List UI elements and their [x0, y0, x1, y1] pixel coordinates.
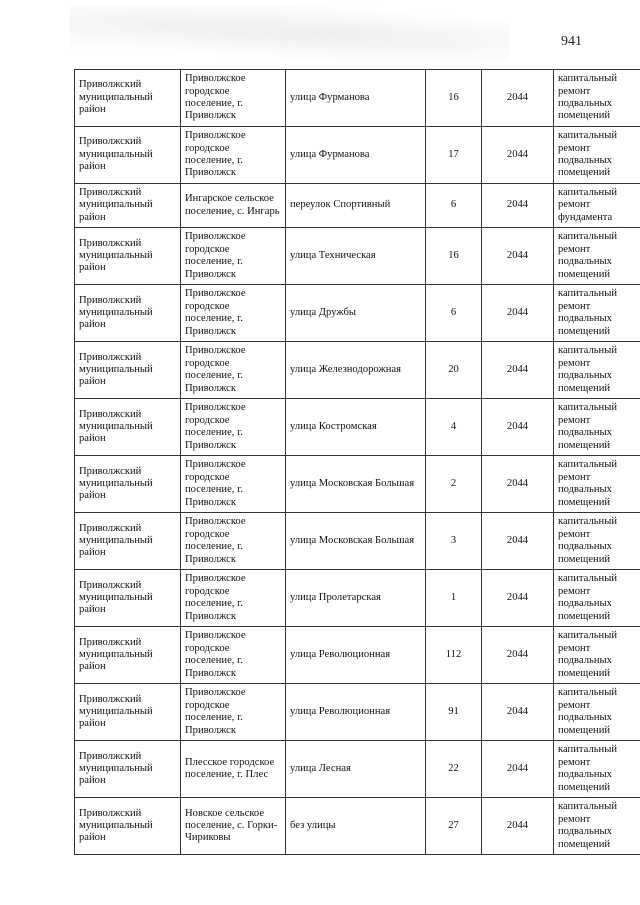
house-number-cell: 22 [426, 741, 482, 798]
settlement-cell: Приволжское городское поселение, г. Приволжск [181, 627, 286, 684]
settlement-cell: Приволжское городское поселение, г. Приволжск [181, 70, 286, 127]
table-row [75, 399, 640, 456]
year-cell: 2044 [482, 456, 554, 513]
street-cell: улица Фурманова [286, 70, 426, 127]
table-row [75, 228, 640, 285]
street-cell: улица Пролетарская [286, 570, 426, 627]
table-row [75, 285, 640, 342]
work-type-cell: капитальный ремонт подвальных помещений [554, 570, 640, 627]
street-cell: улица Техническая [286, 228, 426, 285]
street-cell: улица Железнодорожная [286, 342, 426, 399]
district-cell: Приволжский муниципальный район [75, 228, 181, 285]
table-row [75, 342, 640, 399]
year-cell: 2044 [482, 627, 554, 684]
street-cell: улица Костромская [286, 399, 426, 456]
table-row [75, 741, 640, 798]
settlement-cell: Приволжское городское поселение, г. Приволжск [181, 456, 286, 513]
settlement-cell: Ингарское сельское поселение, с. Ингарь [181, 184, 286, 228]
work-type-cell: капитальный ремонт фундамента [554, 184, 640, 228]
work-type-cell: капитальный ремонт подвальных помещений [554, 798, 640, 855]
house-number-cell: 3 [426, 513, 482, 570]
district-cell: Приволжский муниципальный район [75, 741, 181, 798]
table-body [75, 70, 640, 855]
district-cell: Приволжский муниципальный район [75, 127, 181, 184]
scan-noise [70, 6, 510, 62]
work-type-cell: капитальный ремонт подвальных помещений [554, 627, 640, 684]
year-cell: 2044 [482, 570, 554, 627]
street-cell: переулок Спортивный [286, 184, 426, 228]
year-cell: 2044 [482, 127, 554, 184]
house-number-cell: 6 [426, 285, 482, 342]
year-cell: 2044 [482, 70, 554, 127]
district-cell: Приволжский муниципальный район [75, 342, 181, 399]
year-cell: 2044 [482, 342, 554, 399]
house-number-cell: 112 [426, 627, 482, 684]
page-number: 941 [561, 34, 582, 49]
settlement-cell: Плесское городское поселение, г. Плес [181, 741, 286, 798]
table-row [75, 684, 640, 741]
settlement-cell: Приволжское городское поселение, г. Приволжск [181, 684, 286, 741]
house-number-cell: 2 [426, 456, 482, 513]
settlement-cell: Новское сельское поселение, с. Горки-Чириковы [181, 798, 286, 855]
street-cell: улица Московская Большая [286, 456, 426, 513]
year-cell: 2044 [482, 684, 554, 741]
settlement-cell: Приволжское городское поселение, г. Приволжск [181, 228, 286, 285]
work-type-cell: капитальный ремонт подвальных помещений [554, 285, 640, 342]
house-number-cell: 20 [426, 342, 482, 399]
district-cell: Приволжский муниципальный район [75, 627, 181, 684]
table-row [75, 798, 640, 855]
street-cell: улица Лесная [286, 741, 426, 798]
table-row [75, 127, 640, 184]
house-number-cell: 4 [426, 399, 482, 456]
house-number-cell: 17 [426, 127, 482, 184]
street-cell: улица Фурманова [286, 127, 426, 184]
work-type-cell: капитальный ремонт подвальных помещений [554, 684, 640, 741]
work-type-cell: капитальный ремонт подвальных помещений [554, 456, 640, 513]
district-cell: Приволжский муниципальный район [75, 456, 181, 513]
house-number-cell: 27 [426, 798, 482, 855]
street-cell: улица Революционная [286, 684, 426, 741]
street-cell: улица Дружбы [286, 285, 426, 342]
district-cell: Приволжский муниципальный район [75, 513, 181, 570]
year-cell: 2044 [482, 228, 554, 285]
year-cell: 2044 [482, 285, 554, 342]
street-cell: улица Московская Большая [286, 513, 426, 570]
table-row [75, 570, 640, 627]
year-cell: 2044 [482, 399, 554, 456]
district-cell: Приволжский муниципальный район [75, 798, 181, 855]
house-number-cell: 16 [426, 228, 482, 285]
district-cell: Приволжский муниципальный район [75, 684, 181, 741]
table-row [75, 70, 640, 127]
district-cell: Приволжский муниципальный район [75, 570, 181, 627]
district-cell: Приволжский муниципальный район [75, 285, 181, 342]
settlement-cell: Приволжское городское поселение, г. Приволжск [181, 399, 286, 456]
house-number-cell: 6 [426, 184, 482, 228]
settlement-cell: Приволжское городское поселение, г. Приволжск [181, 342, 286, 399]
work-type-cell: капитальный ремонт подвальных помещений [554, 399, 640, 456]
table-row [75, 627, 640, 684]
year-cell: 2044 [482, 184, 554, 228]
year-cell: 2044 [482, 513, 554, 570]
work-type-cell: капитальный ремонт подвальных помещений [554, 342, 640, 399]
settlement-cell: Приволжское городское поселение, г. Приволжск [181, 513, 286, 570]
district-cell: Приволжский муниципальный район [75, 70, 181, 127]
district-cell: Приволжский муниципальный район [75, 184, 181, 228]
year-cell: 2044 [482, 741, 554, 798]
table-row [75, 456, 640, 513]
work-type-cell: капитальный ремонт подвальных помещений [554, 70, 640, 127]
settlement-cell: Приволжское городское поселение, г. Приволжск [181, 285, 286, 342]
street-cell: улица Революционная [286, 627, 426, 684]
district-cell: Приволжский муниципальный район [75, 399, 181, 456]
work-type-cell: капитальный ремонт подвальных помещений [554, 741, 640, 798]
house-number-cell: 1 [426, 570, 482, 627]
table-row [75, 184, 640, 228]
table-row [75, 513, 640, 570]
street-cell: без улицы [286, 798, 426, 855]
work-type-cell: капитальный ремонт подвальных помещений [554, 513, 640, 570]
work-type-cell: капитальный ремонт подвальных помещений [554, 228, 640, 285]
year-cell: 2044 [482, 798, 554, 855]
house-number-cell: 16 [426, 70, 482, 127]
register-table [74, 69, 640, 855]
settlement-cell: Приволжское городское поселение, г. Приволжск [181, 570, 286, 627]
house-number-cell: 91 [426, 684, 482, 741]
work-type-cell: капитальный ремонт подвальных помещений [554, 127, 640, 184]
settlement-cell: Приволжское городское поселение, г. Приволжск [181, 127, 286, 184]
